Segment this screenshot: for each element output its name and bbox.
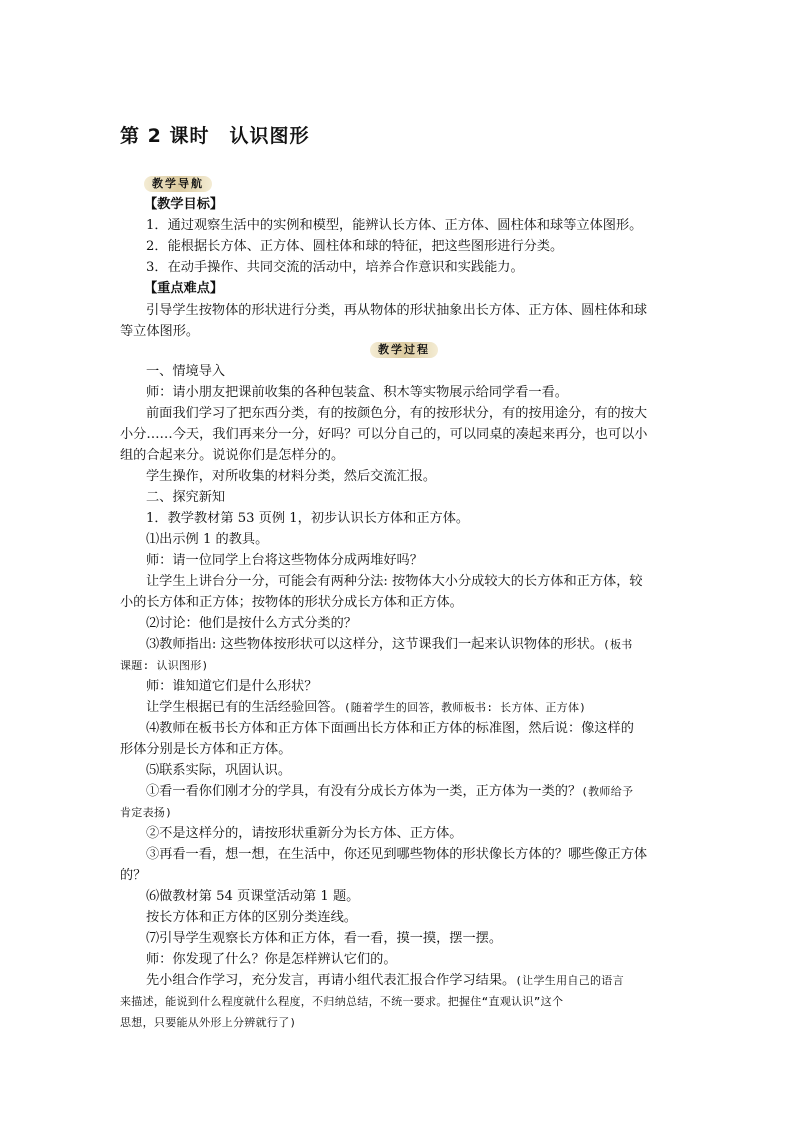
text-line: [146, 216, 642, 236]
line-text: 【教学目标】: [144, 197, 224, 212]
lesson-title: 第 2 课时 认识图形: [120, 125, 310, 147]
line-text: 【重点难点】: [144, 281, 224, 296]
line-text: 1．通过观察生活中的实例和模型，能辨认长方体、正方体、圆柱体和球等立体图形。: [146, 218, 643, 233]
text-line: [144, 279, 223, 299]
line-text: 师：你发现了什么？你是怎样辨认它们的。: [146, 952, 397, 967]
text-line: [146, 383, 568, 403]
text-line: [120, 992, 563, 1012]
text-line: [120, 425, 648, 445]
line-text: 先小组合作学习，充分发言，再请小组代表汇报合作学习结果。: [146, 973, 516, 988]
line-text: ⑷教师在板书长方体和正方体下面画出长方体和正方体的标准图，然后说：像这样的: [146, 721, 634, 736]
line-text: ⑴出示例 1 的教具。: [146, 532, 269, 547]
line-text: 3．在动手操作、共同交流的活动中，培养合作意识和实践能力。: [146, 260, 524, 275]
text-line: [146, 845, 647, 865]
line-text: ⑸联系实际，巩固认识。: [146, 763, 292, 778]
text-line: [146, 488, 225, 508]
line-text: ②不是这样分的，请按形状重新分为长方体、正方体。: [146, 826, 463, 841]
teacher-note: (随着学生的回答，教师板书: 长方体、正方体): [343, 701, 587, 714]
text-line: [146, 551, 423, 571]
line-text: 引导学生按物体的形状进行分类，再从物体的形状抽象出长方体、正方体、圆柱体和球: [146, 303, 648, 318]
text-line: [146, 301, 647, 321]
line-text: 二、探究新知: [146, 490, 226, 505]
teacher-note: (让学生用自己的语言: [515, 974, 624, 987]
text-line: [146, 698, 586, 718]
text-line: [144, 195, 223, 215]
line-text: 让学生根据已有的生活经验回答。: [146, 700, 344, 715]
line-text: 小的长方体和正方体；按物体的形状分成长方体和正方体。: [120, 595, 463, 610]
line-text: 学生操作，对所收集的材料分类，然后交流汇报。: [146, 469, 437, 484]
teacher-note: (板书: [603, 638, 633, 651]
teaching-process-banner: 教学过程: [370, 342, 438, 358]
text-line: [146, 258, 524, 278]
line-text: 形体分别是长方体和正方体。: [120, 742, 292, 757]
text-line: [146, 509, 469, 529]
line-text: ③再看一看，想一想，在生活中，你还见到哪些物体的形状像长方体的？哪些像正方体: [146, 847, 648, 862]
teaching-navigation-banner: 教学导航: [144, 176, 212, 192]
text-line: [146, 677, 317, 697]
text-line: [120, 740, 291, 760]
text-line: [146, 761, 291, 781]
text-line: [146, 908, 357, 928]
line-text: 按长方体和正方体的区别分类连线。: [146, 910, 357, 925]
text-line: [146, 887, 359, 907]
text-line: [146, 950, 397, 970]
text-line: [146, 719, 634, 739]
teacher-note: 课题: 认识图形): [120, 659, 209, 672]
text-line: [146, 362, 225, 382]
text-line: [146, 635, 633, 655]
line-text: 让学生上讲台分一分，可能会有两种分法: 按物体大小分成较大的长方体和正方体，较: [146, 574, 643, 589]
line-text: 师：谁知道它们是什么形状？: [146, 679, 318, 694]
line-text: 组的合起来分。说说你们是怎样分的。: [120, 448, 345, 463]
line-text: 前面我们学习了把东西分类，有的按颜色分，有的按形状分，有的按用途分，有的按大: [146, 406, 648, 421]
text-line: [146, 824, 463, 844]
line-text: ⑺引导学生观察长方体和正方体，看一看，摸一摸，摆一摆。: [146, 931, 503, 946]
teacher-note: 来描述，能说到什么程度就什么程度，不归纳总结，不统一要求。把握住“直观认识”这个: [120, 995, 564, 1008]
line-text: 2．能根据长方体、正方体、圆柱体和球的特征，把这些图形进行分类。: [146, 239, 564, 254]
line-text: ⑶教师指出: 这些物体按形状可以这样分，这节课我们一起来认识物体的形状。: [146, 637, 604, 652]
text-line: [146, 971, 624, 991]
line-text: ⑵讨论：他们是按什么方式分类的？: [146, 616, 357, 631]
text-line: [120, 446, 344, 466]
text-line: [120, 803, 172, 823]
line-text: 的？: [120, 868, 147, 883]
line-text: 1．教学教材第 53 页例 1，初步认识长方体和正方体。: [146, 511, 470, 526]
teacher-note: 思想，只要能从外形上分辨就行了): [120, 1016, 297, 1029]
text-line: [120, 593, 463, 613]
text-line: [146, 404, 647, 424]
line-text: 师：请小朋友把课前收集的各种包装盒、积木等实物展示给同学看一看。: [146, 385, 568, 400]
line-text: ⑹做教材第 54 页课堂活动第 1 题。: [146, 889, 360, 904]
text-line: [120, 866, 146, 886]
line-text: 一、情境导入: [146, 364, 226, 379]
line-text: 师：请一位同学上台将这些物体分成两堆好吗？: [146, 553, 423, 568]
text-line: [146, 467, 436, 487]
text-line: [146, 237, 563, 257]
text-line: [146, 782, 633, 802]
line-text: 等立体图形。: [120, 324, 200, 339]
text-line: [146, 530, 268, 550]
text-line: [146, 614, 357, 634]
text-line: [120, 1013, 296, 1033]
line-text: ①看一看你们刚才分的学具，有没有分成长方体为一类，正方体为一类的？: [146, 784, 582, 799]
teacher-note: (教师给予: [581, 785, 634, 798]
line-text: 小分……今天，我们再来分一分，好吗？可以分自己的，可以同桌的凑起来再分，也可以小: [120, 427, 648, 442]
text-line: [120, 322, 199, 342]
text-line: [120, 656, 209, 676]
text-line: [146, 572, 643, 592]
text-line: [146, 929, 502, 949]
teacher-note: 肯定表扬): [120, 806, 173, 819]
